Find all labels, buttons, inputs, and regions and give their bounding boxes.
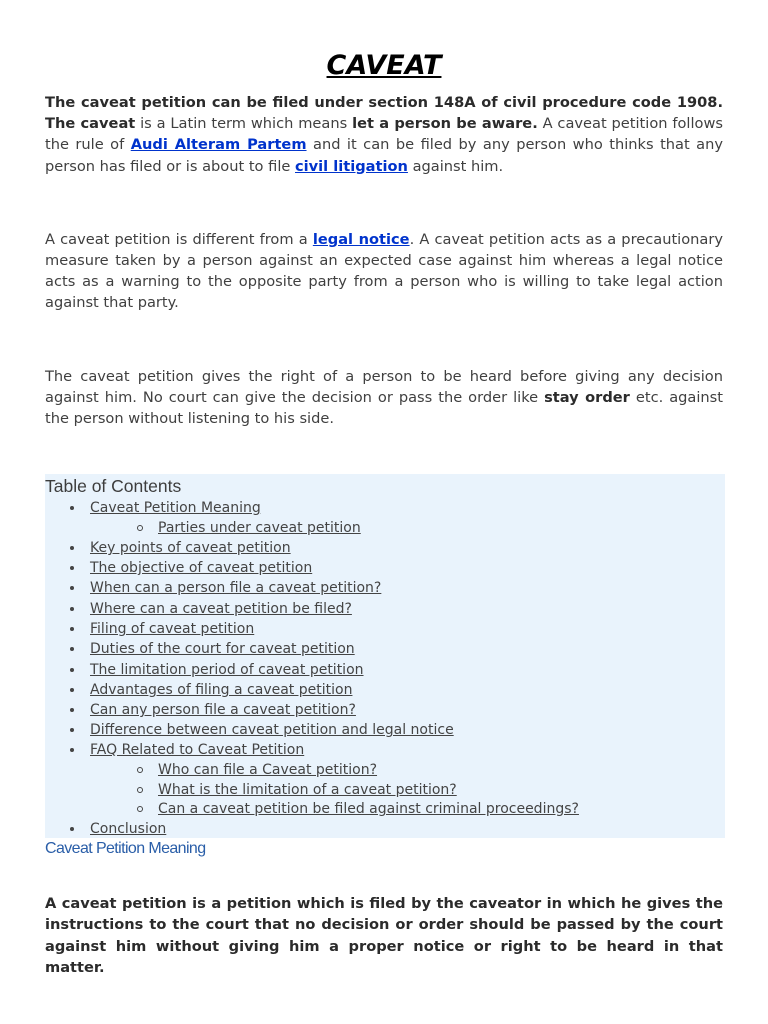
toc-item-duties-of-court[interactable]: Duties of the court for caveat petition <box>90 641 355 657</box>
intro-paragraph <box>45 92 723 177</box>
right-to-be-heard-paragraph <box>45 366 723 430</box>
toc-heading: Table of Contents <box>45 476 182 496</box>
toc-item-when-file[interactable]: When can a person file a caveat petition? <box>90 580 382 596</box>
toc-item-limitation-faq[interactable]: What is the limitation of a caveat petition? <box>158 782 457 798</box>
toc-item-conclusion[interactable]: Conclusion <box>90 821 167 837</box>
toc-item-can-any-person[interactable]: Can any person file a caveat petition? <box>90 702 356 718</box>
toc-item-caveat-petition-meaning[interactable]: Caveat Petition Meaning <box>90 500 261 516</box>
intro-text-1: is a Latin term which means <box>135 115 353 133</box>
toc-item-key-points[interactable]: Key points of caveat petition <box>90 540 291 556</box>
toc-item-difference[interactable]: Difference between caveat petition and legal notice <box>90 722 454 738</box>
toc-item-advantages[interactable]: Advantages of filing a caveat petition <box>90 682 353 698</box>
intro-text-2: A caveat petition follows the rule of <box>45 115 723 154</box>
intro-bold-2: let a person be aware. <box>352 115 538 133</box>
para3-text-1: The caveat petition gives the right of a person to be heard before giving any decision against him. No court can give the decision or pass the order like <box>45 367 723 406</box>
table-of-contents <box>45 474 725 838</box>
article <box>45 48 723 429</box>
toc-item-faq[interactable]: FAQ Related to Caveat Petition <box>90 742 305 758</box>
stay-order-bold: stay order <box>544 388 630 406</box>
toc-item-criminal-proceedings[interactable]: Can a caveat petition be filed against criminal proceedings? <box>158 801 579 817</box>
legal-notice-link[interactable]: legal notice <box>312 230 410 248</box>
section-heading: Caveat Petition Meaning <box>45 840 206 857</box>
toc-item-who-can-file[interactable]: Who can file a Caveat petition? <box>158 762 378 778</box>
para3-text-2: etc. against the person without listening to his side. <box>45 388 724 428</box>
toc-item-where-filed[interactable]: Where can a caveat petition be filed? <box>90 601 352 617</box>
toc-item-filing[interactable]: Filing of caveat petition <box>90 621 255 637</box>
caveat-meaning-paragraph: A caveat petition is a petition which is filed by the caveator in which he gives the instructions to the court that no decision or order should be passed by the court against him without giving him a proper notice or right to be heard in that matter. <box>45 894 723 977</box>
toc-item-limitation-period[interactable]: The limitation period of caveat petition <box>90 662 364 678</box>
civil-litigation-link[interactable]: civil litigation <box>295 157 408 175</box>
toc-item-objective[interactable]: The objective of caveat petition <box>90 560 313 576</box>
toc-item-parties[interactable]: Parties under caveat petition <box>158 520 361 536</box>
para2-text-1: A caveat petition is different from a <box>45 230 313 248</box>
para2-text-2: . A caveat petition acts as a precautionary measure taken by a person against an expected case against him whereas a legal notice acts as a warning to the opposite party from a person who is willing to take legal action against that party. <box>45 230 723 312</box>
audi-alteram-partem-link[interactable]: Audi Alteram Partem <box>130 136 307 154</box>
intro-text-4: against him. <box>407 157 504 175</box>
intro-text-3: and it can be filed by any person who thinks that any person has filed or is about to file <box>45 136 723 175</box>
intro-bold-1: The caveat petition can be filed under section 148A of civil procedure code 1908. The caveat <box>45 94 723 133</box>
legal-notice-paragraph <box>45 229 723 314</box>
page-title: CAVEAT <box>326 50 442 81</box>
